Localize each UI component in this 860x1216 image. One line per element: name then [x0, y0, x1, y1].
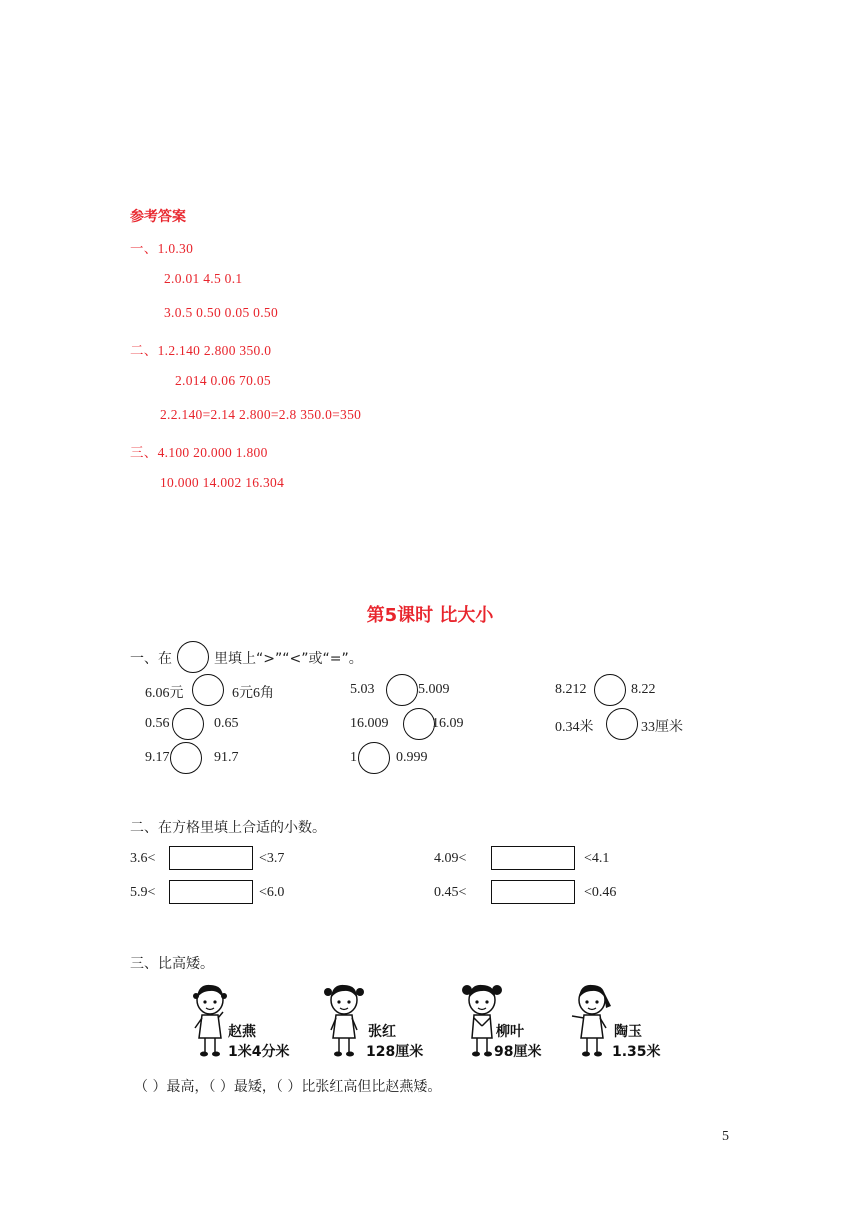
section2-prompt: 二、在方格里填上合适的小数。	[130, 820, 326, 836]
section3-question: （ ）最高，（ ）最矮，（ ）比张红高但比赵燕矮。	[134, 1079, 442, 1095]
range-left: 3.6<	[130, 851, 156, 866]
compare-circle[interactable]	[386, 674, 418, 706]
compare-right: 16.09	[432, 716, 464, 731]
compare-left: 5.03	[350, 682, 375, 697]
range-right: <3.7	[259, 851, 285, 866]
compare-left: 9.17	[145, 750, 170, 765]
compare-left: 8.212	[555, 682, 587, 697]
compare-circle[interactable]	[172, 708, 204, 740]
girl-illustration-icon	[190, 982, 230, 1060]
range-right: <6.0	[259, 885, 285, 900]
girl-illustration-icon	[568, 982, 612, 1060]
answer-line: 一、1.0.30	[130, 241, 194, 256]
answers-heading: 参考答案	[130, 209, 186, 225]
answer-box[interactable]	[169, 846, 253, 870]
compare-circle[interactable]	[403, 708, 435, 740]
compare-right: 6元6角	[232, 686, 274, 701]
lesson-title: 第5课时 比大小	[366, 605, 494, 626]
compare-right: 91.7	[214, 750, 239, 765]
compare-left: 0.56	[145, 716, 170, 731]
compare-right: 8.22	[631, 682, 656, 697]
child-height: 98厘米	[494, 1044, 542, 1060]
answer-box[interactable]	[169, 880, 253, 904]
child-name: 柳叶	[496, 1024, 524, 1040]
answer-line: 二、1.2.140 2.800 350.0	[130, 343, 272, 358]
girl-illustration-icon	[323, 982, 365, 1060]
compare-left: 1	[350, 750, 357, 765]
compare-circle[interactable]	[594, 674, 626, 706]
range-right: <0.46	[584, 885, 617, 900]
answer-box[interactable]	[491, 880, 575, 904]
range-left: 5.9<	[130, 885, 156, 900]
compare-circle[interactable]	[358, 742, 390, 774]
answer-line: 3.0.5 0.50 0.05 0.50	[164, 305, 278, 320]
child-height: 1.35米	[612, 1044, 661, 1060]
compare-right: 0.999	[396, 750, 428, 765]
answer-line: 2.0.01 4.5 0.1	[164, 271, 243, 286]
compare-left: 6.06元	[145, 686, 184, 701]
compare-left: 0.34米	[555, 720, 594, 735]
answer-line: 三、4.100 20.000 1.800	[130, 445, 268, 460]
compare-right: 5.009	[418, 682, 450, 697]
child-height: 128厘米	[366, 1044, 424, 1060]
child-name: 陶玉	[614, 1024, 642, 1040]
section3-prompt: 三、比高矮。	[130, 956, 214, 972]
compare-left: 16.009	[350, 716, 389, 731]
compare-right: 33厘米	[641, 720, 683, 735]
answer-box[interactable]	[491, 846, 575, 870]
answer-line: 2.2.140=2.14 2.800=2.8 350.0=350	[160, 407, 362, 422]
answer-line: 2.014 0.06 70.05	[175, 373, 271, 388]
child-height: 1米4分米	[228, 1044, 290, 1060]
compare-circle[interactable]	[192, 674, 224, 706]
compare-right: 0.65	[214, 716, 239, 731]
answer-line: 10.000 14.002 16.304	[160, 475, 285, 490]
page-number: 5	[722, 1129, 729, 1144]
compare-circle[interactable]	[170, 742, 202, 774]
compare-circle[interactable]	[606, 708, 638, 740]
section1-prompt-after: 里填上“>”“<”或“=”。	[214, 651, 363, 667]
section1-prompt-before: 一、在	[130, 651, 172, 667]
range-left: 0.45<	[434, 885, 467, 900]
child-name: 张红	[368, 1024, 396, 1040]
prompt-circle	[177, 641, 209, 673]
child-name: 赵燕	[228, 1024, 256, 1040]
range-right: <4.1	[584, 851, 610, 866]
range-left: 4.09<	[434, 851, 467, 866]
